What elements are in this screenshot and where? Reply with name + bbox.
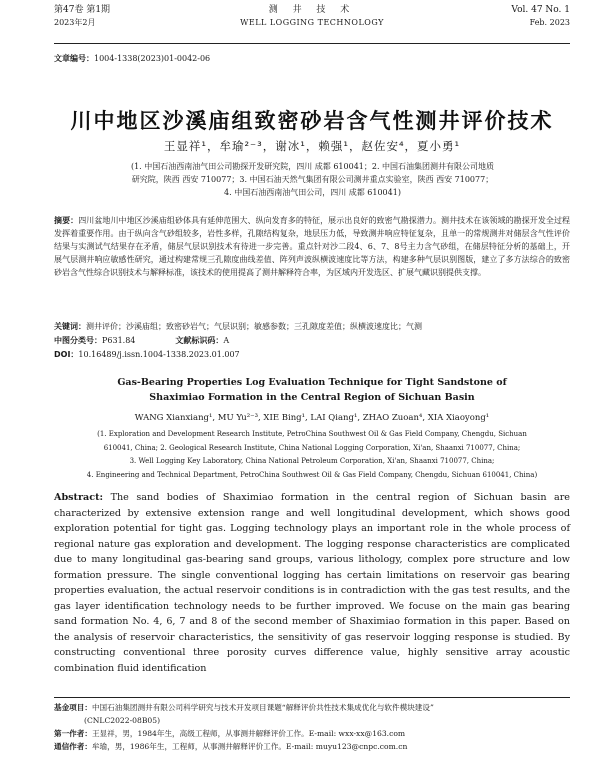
abstract-cn-label: 摘要： [54,216,79,225]
abstract-cn [54,214,570,279]
doi-label: DOI： [54,350,79,359]
authors-cn: 王显祥¹，牟瑜²⁻³，谢冰¹，赖强¹，赵佐安⁴，夏小勇¹ [163,139,461,153]
doc-code-label: 文献标识码： [175,336,224,345]
first-author-label: 第一作者： [54,729,92,738]
abstract-en [54,490,570,676]
doi [54,348,570,361]
fund-text: 中国石油集团测井有限公司科学研究与技术开发项目课题“解释评价共性技术集成优化与软件模块建设” [91,703,434,712]
abstract-cn-text: 四川盆地川中地区沙溪庙组砂体具有延伸范围大、纵向发育多的特征，展示出良好的致密气勘探潜力。测井技术在该领域的勘探开发全过程发挥着重要作用。由于纵向含气砂组较多，岩性多样，孔隙结构复杂，地层压力低，导致测井响应特征复杂，且单一的常规测井对储层含气性评价结果与实测试气结果存在矛盾，储层气层识别技术有待进一步完善。重点针对沙二段4、6、7、8号主力含气砂组，在储层特征分析的基础上，开展气层测井响应敏感性研究，通过构建常规三孔隙度曲线差值、阵列声波纵横波速度比等方法，构建多种气层识别图版，建立了多方法综合的致密砂岩含气性综合识别技术与解释标准，该技术的使用提高了测井解释符合率，为区域内开发选区、扩展气藏识别提供支撑。 [54,216,571,277]
abstract-en-label: Abstract: [54,492,104,503]
affiliations-cn [80,160,545,199]
title-en-line: Gas-Bearing Properties Log Evaluation Technique for Tight Sandstone of [117,377,507,388]
fund-code: (CNLC2022-08B05) [84,716,161,725]
fund-note [54,701,570,714]
header-date-cn: 2023年2月 [54,18,96,27]
article-number-value: 1004-1338(2023)01-0042-06 [94,54,211,63]
clc-value: P631.84 [102,336,136,345]
first-author-text: 王显祥，男，1984年生，高级工程师，从事测井解释评价工作。E-mail: wxx-xx@163.com [91,729,406,738]
keywords-cn-label: 关键词： [54,322,86,331]
classification-cn [54,334,570,347]
header-date-en: Feb. 2023 [529,18,570,27]
footnote-divider [54,697,570,698]
keywords-cn-text: 测井评价；沙溪庙组；致密砂岩气；气层识别；敏感参数；三孔隙度差值；纵横波速度比；气测 [86,322,422,331]
affiliation-cn-line: (1. 中国石油西南油气田公司勘探开发研究院，四川 成都 610041；2. 中国石油集团测井有限公司地质 [130,162,495,171]
header-volume-issue-cn: 第47卷 第1期 [54,5,111,15]
doi-value: 10.16489/j.issn.1004-1338.2023.01.007 [78,350,240,359]
article-number-label: 文章编号： [54,54,94,63]
affiliation-cn-line: 4. 中国石油西南油气田公司，四川 成都 610041) [224,188,401,197]
doc-code-value: A [223,336,230,345]
affiliation-en-line: 610041, China; 2. Geological Research Institute, China National Logging Corporation, Xi'an, Shaanxi 710077, China; [103,443,521,452]
authors-en: WANG Xianxiang¹, MU Yu²⁻³, XIE Bing¹, LAI Qiang¹, ZHAO Zuoan⁴, XIA Xiaoyong¹ [134,413,490,423]
affiliation-en-line: (1. Exploration and Development Research Institute, PetroChina Southwest Oil & Gas Field Company, Chengdu, Sichuan [97,430,527,438]
title-cn: 川中地区沙溪庙组致密砂岩含气性测井评价技术 [70,109,554,133]
corresponding-author-label: 通信作者： [54,742,92,751]
affiliation-en-line: 3. Well Logging Key Laboratory, China National Petroleum Corporation, Xi'an, Shaanxi 710077, China; [129,457,495,465]
fund-label: 基金项目： [54,703,92,712]
clc-label: 中图分类号： [54,336,102,345]
header-volume-issue-en: Vol. 47 No. 1 [511,5,570,15]
abstract-en-text: The sand bodies of Shaximiao formation in the central region of Sichuan basin are characterized by extensive extension range and well longitudinal development, which shows good exploration potential for tight gas. Logging technology plays an important role in the whole process of regional nature gas exploration and development. The logging response characteristics are complicated due to many longitudinal gas-bearing sand groups, various lithology, complex pore structure and low formation pressure. The single conventional logging has certain limitations on reservoir gas bearing properties evaluation, the actual reservoir conditions is in contradiction with the gas test results, and the gas layer identification technology needs to be further improved. We focuse on the main gas bearing sand formation No. 4, 6, 7 and 8 of the second member of Shaximiao formation in this paper. Based on the analysis of reservoir characteristics, the sensitivity of gas reservoir logging response is studied. By constructing conventional three porosity curves difference value, highly sensitive array acoustic combination fluid identification [54,492,570,674]
keywords-cn [54,320,570,333]
affiliation-en-line: 4. Engineering and Technical Department, PetroChina Southwest Oil & Gas Field Company, Chengdu, Sichuan 610041, China) [86,470,538,479]
header-journal-cn: 测 井 技 术 [268,5,356,15]
footnotes [54,701,570,753]
affiliations-en [54,428,570,482]
corresponding-author-note [54,740,570,753]
header-journal-en: WELL LOGGING TECHNOLOGY [240,18,384,27]
first-author-note [54,727,570,740]
running-header [54,4,570,44]
article-number [54,53,210,64]
corresponding-author-text: 牟瑜，男，1986年生，工程师，从事测井解释评价工作。E-mail: muyu123@cnpc.com.cn [91,742,408,751]
title-en [54,375,570,405]
affiliation-cn-line: 研究院，陕西 西安 710077；3. 中国石油天然气集团有限公司测井重点实验室，陕西 西安 710077； [131,175,494,184]
header-divider [54,43,570,44]
title-en-line: Shaximiao Formation in the Central Region of Sichuan Basin [149,392,475,403]
